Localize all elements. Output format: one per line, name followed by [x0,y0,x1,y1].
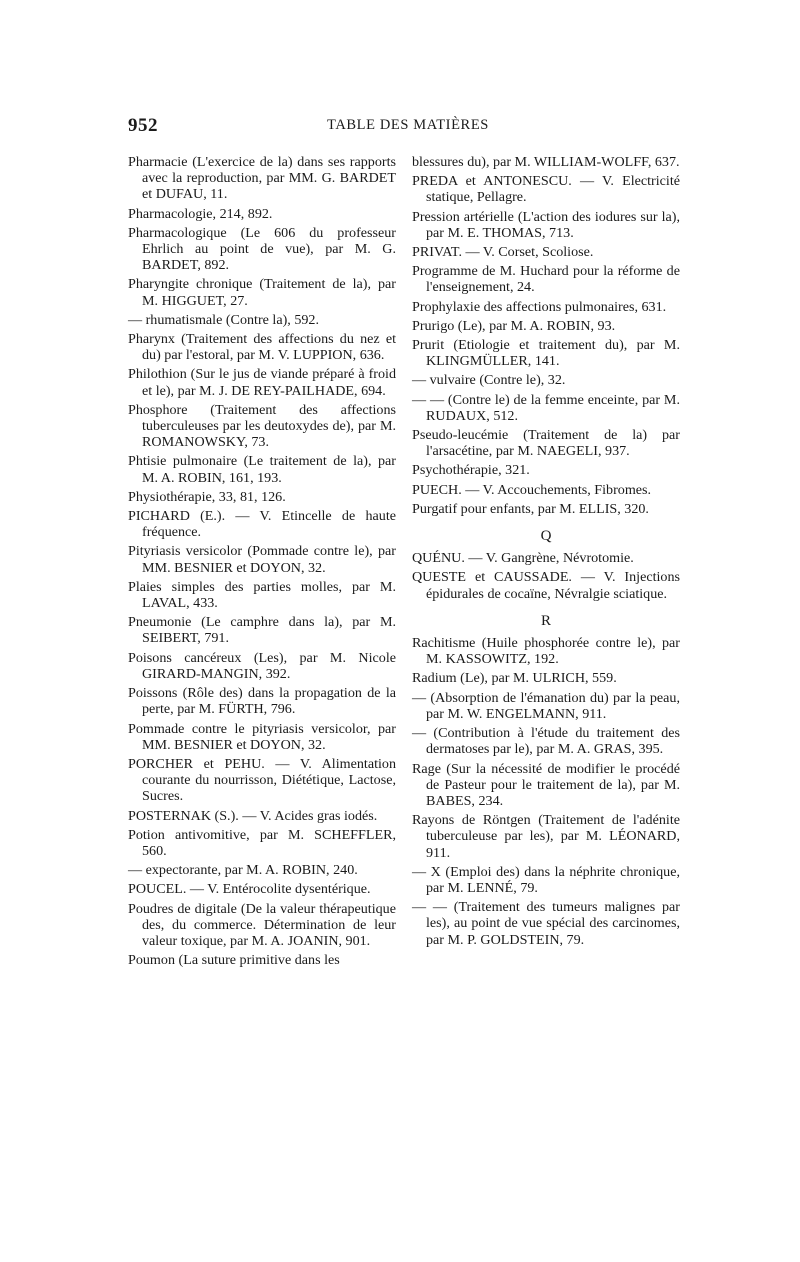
index-entry: QUESTE et CAUSSADE. — V. Injections épidurales de cocaïne, Névralgie sciatique. [412,569,680,602]
index-entry: Psychothérapie, 321. [412,462,530,479]
section-letter-r: R [540,612,551,629]
right-column [412,154,680,951]
running-title: TABLE DES MATIÈRES [327,117,489,133]
index-entry: Phtisie pulmonaire (Le traitement de la), par M. A. ROBIN, 161, 193. [128,453,396,486]
index-entry: PORCHER et PEHU. — V. Alimentation courante du nourrisson, Diététique, Lactose, Sucres. [128,755,396,805]
index-entry: — — (Traitement des tumeurs malignes par les), au point de vue spécial des carcinomes, par M. P. GOLDSTEIN, 79. [412,899,680,948]
index-entry: Programme de M. Huchard pour la réforme de l'enseignement, 24. [412,263,680,296]
index-entry: Pharmacologie, 214, 892. [128,205,273,222]
index-entry: PUECH. — V. Accouchements, Fibromes. [412,481,652,498]
page-number: 952 [128,115,158,136]
left-column [128,154,396,971]
index-entry: PICHARD (E.). — V. Etincelle de haute fréquence. [128,508,396,541]
index-entry: PRIVAT. — V. Corset, Scoliose. [412,244,594,261]
index-entry: — (Contribution à l'étude du traitement des dermatoses par le), par M. A. GRAS, 395. [412,725,680,758]
index-entry: — vulvaire (Contre le), 32. [412,372,566,389]
index-entry: Prurit (Etiologie et traitement du), par M. KLINGMÜLLER, 141. [412,337,680,370]
index-entry: Poumon (La suture primitive dans les [128,952,340,969]
index-entry: Prurigo (Le), par M. A. ROBIN, 93. [412,317,616,334]
index-entry: Potion antivomitive, par M. SCHEFFLER, 560. [128,826,396,859]
index-entry: QUÉNU. — V. Gangrène, Névrotomie. [412,550,634,567]
index-entry: Radium (Le), par M. ULRICH, 559. [412,670,617,687]
index-entry: Pseudo-leucémie (Traitement de la) par l'arsacétine, par M. NAEGELI, 937. [412,427,680,460]
index-entry: Pharmacologique (Le 606 du professeur Ehrlich au point de vue), par M. G. BARDET, 892. [128,224,396,274]
index-entry: Physiothérapie, 33, 81, 126. [128,488,286,505]
page-header [128,115,688,139]
index-entry: blessures du), par M. WILLIAM-WOLFF, 637. [412,154,680,170]
section-letter-q: Q [540,528,552,545]
index-entry: Pression artérielle (L'action des iodures sur la), par M. E. THOMAS, 713. [412,208,680,241]
index-entry: Rayons de Röntgen (Traitement de l'adénite tuberculeuse par les), par M. LÉONARD, 911. [412,812,680,861]
index-entry: — (Absorption de l'émanation du) par la peau, par M. W. ENGELMANN, 911. [412,689,680,722]
index-entry: Pharyngite chronique (Traitement de la), par M. HIGGUET, 27. [128,276,396,309]
index-entry: PREDA et ANTONESCU. — V. Electricité statique, Pellagre. [412,173,680,206]
index-entry: — X (Emploi des) dans la néphrite chronique, par M. LENNÉ, 79. [412,863,680,896]
index-entry: POSTERNAK (S.). — V. Acides gras iodés. [128,807,378,824]
index-entry: Philothion (Sur le jus de viande préparé à froid et le), par M. J. DE REY-PAILHADE, 694. [128,366,396,399]
index-entry: — expectorante, par M. A. ROBIN, 240. [128,862,358,879]
index-entry: Purgatif pour enfants, par M. ELLIS, 320. [412,500,649,517]
index-entry: Pityriasis versicolor (Pommade contre le), par MM. BESNIER et DOYON, 32. [128,543,396,576]
index-entry: Pharmacie (L'exercice de la) dans ses rapports avec la reproduction, par MM. G. BARDET et DUFAU, 11. [128,154,396,203]
index-entry: Plaies simples des parties molles, par M. LAVAL, 433. [128,578,396,612]
index-entry: — — (Contre le) de la femme enceinte, par M. RUDAUX, 512. [412,391,680,424]
index-entry: Rachitisme (Huile phosphorée contre le), par M. KASSOWITZ, 192. [412,635,680,668]
index-entry: Rage (Sur la nécessité de modifier le procédé de Pasteur pour le traitement de la), par M. BABES, 234. [412,760,680,809]
index-entry: Pommade contre le pityriasis versicolor, par MM. BESNIER et DOYON, 32. [128,720,396,753]
index-entry: Poissons (Rôle des) dans la propagation de la perte, par M. FÜRTH, 796. [128,685,396,718]
index-entry: Pharynx (Traitement des affections du nez et du) par l'estoral, par M. V. LUPPION, 636. [128,331,396,364]
index-entry: Poisons cancéreux (Les), par M. Nicole GIRARD-MANGIN, 392. [128,649,396,682]
index-entry: Phosphore (Traitement des affections tuberculeuses par les deutoxydes de), par M. ROMANOWSKY, 73. [128,401,396,451]
index-entry: Prophylaxie des affections pulmonaires, 631. [412,298,667,315]
index-entry: Poudres de digitale (De la valeur thérapeutique des, du commerce. Détermination de leur valeur toxique, par M. A. JOANIN, 901. [128,900,396,949]
index-entry: — rhumatismale (Contre la), 592. [128,311,320,328]
index-entry: Pneumonie (Le camphre dans la), par M. SEIBERT, 791. [128,614,396,647]
index-entry: POUCEL. — V. Entérocolite dysentérique. [128,881,371,898]
